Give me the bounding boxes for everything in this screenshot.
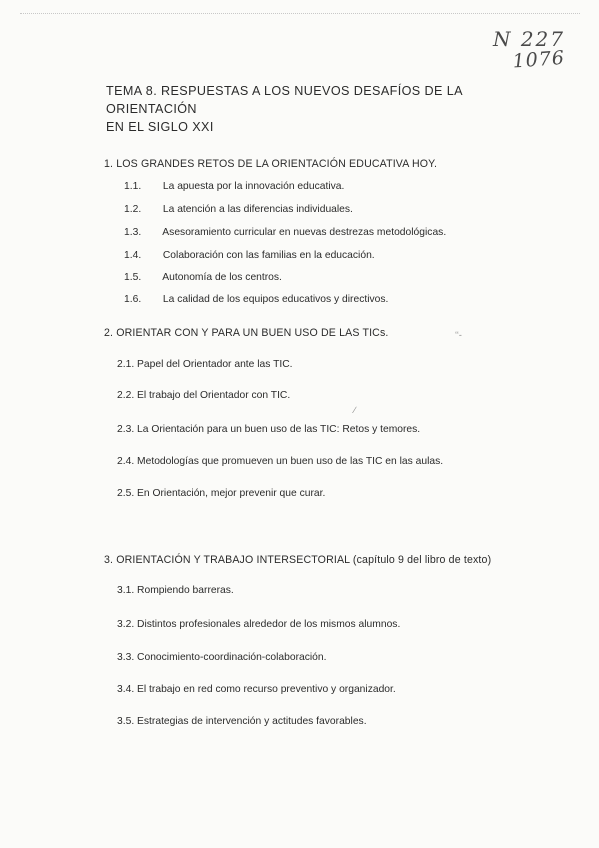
item-number: 1.2. — [124, 204, 142, 215]
item-number: 1.6. — [124, 294, 142, 305]
document-title-line1: TEMA 8. RESPUESTAS A LOS NUEVOS DESAFÍOS DE LA ORIENTACIÓN — [106, 84, 463, 116]
section-heading-3: 3. ORIENTACIÓN Y TRABAJO INTERSECTORIAL (capítulo 9 del libro de texto) — [104, 554, 492, 566]
stray-mark: ∕ — [354, 405, 356, 415]
handwritten-note — [475, 28, 565, 72]
list-item — [124, 250, 375, 261]
stray-mark: ‘‘- — [455, 330, 462, 340]
list-item — [124, 294, 388, 305]
list-item: 2.1. Papel del Orientador ante las TIC. — [117, 359, 293, 370]
list-item: 2.4. Metodologías que promueven un buen uso de las TIC en las aulas. — [117, 456, 444, 467]
list-item — [124, 204, 353, 215]
section-heading-1: 1. LOS GRANDES RETOS DE LA ORIENTACIÓN EDUCATIVA HOY. — [104, 158, 438, 170]
list-item: 3.5. Estrategias de intervención y actitudes favorables. — [117, 716, 367, 727]
item-text: La calidad de los equipos educativos y directivos. — [162, 294, 389, 305]
document-title — [106, 82, 546, 136]
list-item — [124, 227, 446, 238]
handwritten-note-line2: 1076 — [511, 46, 566, 73]
item-text: Asesoramiento curricular en nuevas destrezas metodológicas. — [162, 227, 447, 238]
item-text: Colaboración con las familias en la educación. — [162, 250, 375, 261]
item-number: 1.1. — [124, 181, 142, 192]
item-text: La apuesta por la innovación educativa. — [162, 181, 345, 192]
item-text: La atención a las diferencias individuales. — [162, 204, 353, 215]
item-number: 1.3. — [124, 227, 142, 238]
list-item: 2.3. La Orientación para un buen uso de las TIC: Retos y temores. — [117, 424, 421, 435]
item-text: Autonomía de los centros. — [162, 272, 282, 283]
list-item: 2.5. En Orientación, mejor prevenir que curar. — [117, 488, 326, 499]
list-item: 3.1. Rompiendo barreras. — [117, 585, 234, 596]
handwritten-note-line1: N 227 — [492, 27, 565, 51]
list-item: 3.2. Distintos profesionales alrededor de los mismos alumnos. — [117, 619, 401, 630]
section-heading-2: 2. ORIENTAR CON Y PARA UN BUEN USO DE LAS TICs. — [104, 327, 389, 339]
list-item: 3.3. Conocimiento-coordinación-colaboración. — [117, 652, 327, 663]
item-number: 1.5. — [124, 272, 142, 283]
list-item: 2.2. El trabajo del Orientador con TIC. — [117, 390, 291, 401]
item-number: 1.4. — [124, 250, 142, 261]
list-item — [124, 181, 344, 192]
document-title-line2: EN EL SIGLO XXI — [106, 120, 214, 134]
list-item: 3.4. El trabajo en red como recurso preventivo y organizador. — [117, 684, 396, 695]
list-item — [124, 272, 282, 283]
scan-edge-line — [20, 13, 580, 16]
